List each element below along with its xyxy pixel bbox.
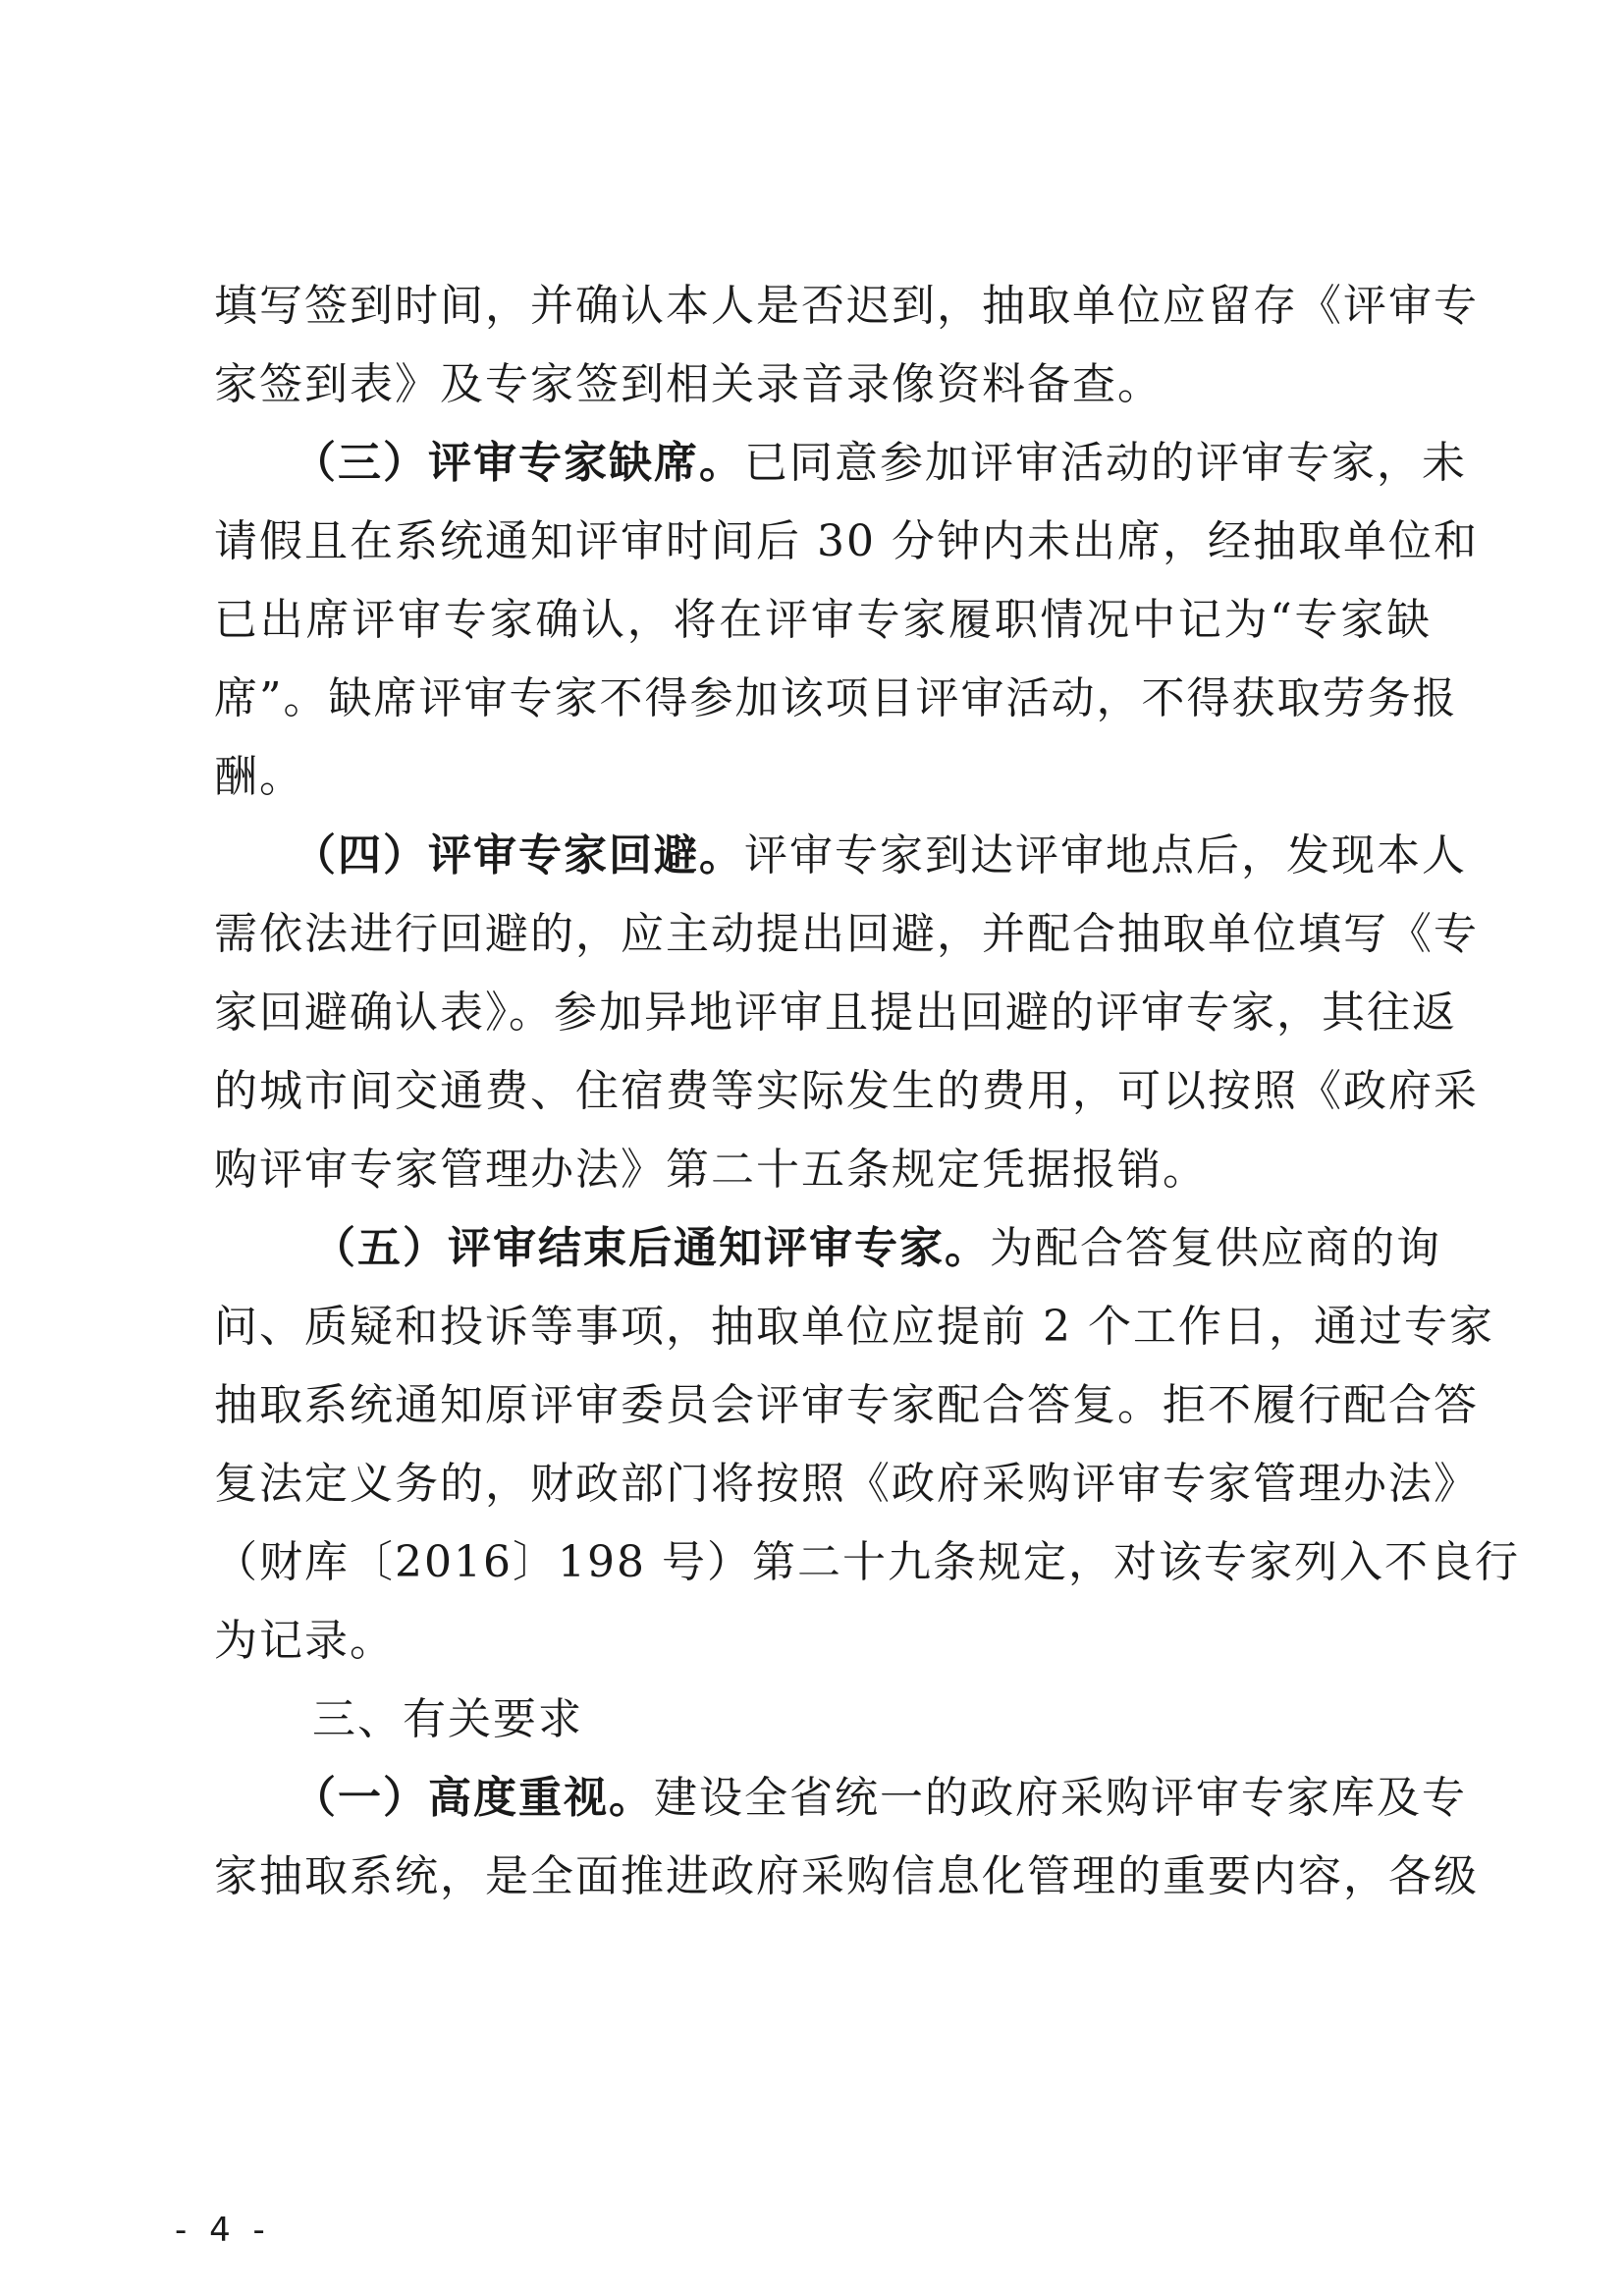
paragraph-five-first-line: [214, 1209, 1441, 1288]
paragraph-one-first-line: [214, 1759, 1467, 1838]
text-line: 抽取系统通知原评审委员会评审专家配合答复。拒不履行配合答: [214, 1380, 1479, 1430]
page-number: - 4 -: [175, 2211, 271, 2250]
text-line: 填写签到时间，并确认本人是否迟到，抽取单位应留存《评审专: [214, 281, 1479, 331]
text-line: 家抽取系统，是全面推进政府采购信息化管理的重要内容，各级: [214, 1851, 1479, 1901]
text-line: 家回避确认表》。参加异地评审且提出回避的评审专家，其往返: [214, 988, 1457, 1038]
text-line: 建设全省统一的政府采购评审专家库及专: [654, 1773, 1467, 1823]
paragraph-three-first-line: [214, 424, 1467, 503]
text-line: 问、质疑和投诉等事项，抽取单位应提前 2 个工作日，通过专家: [214, 1302, 1494, 1352]
text-line: 需依法进行回避的，应主动提出回避，并配合抽取单位填写《专: [214, 909, 1479, 959]
heading-high-attention: （一）高度重视。: [293, 1773, 654, 1823]
section-title-text: 三、有关要求: [312, 1694, 583, 1744]
heading-absent-experts: （三）评审专家缺席。: [293, 438, 744, 488]
heading-notify-after-review: （五）评审结束后通知评审专家。: [312, 1223, 990, 1273]
text-line: 请假且在系统通知评审时间后 30 分钟内未出席，经抽取单位和: [214, 516, 1479, 566]
text-line: 为配合答复供应商的询: [990, 1223, 1441, 1273]
text-line: 已同意参加评审活动的评审专家，未: [744, 438, 1467, 488]
text-line: 已出席评审专家确认，将在评审专家履职情况中记为“专家缺: [214, 595, 1432, 645]
paragraph-four-first-line: [214, 817, 1467, 895]
text-line: 酬。: [214, 752, 304, 802]
text-line: 为记录。: [214, 1616, 395, 1666]
text-line: 的城市间交通费、住宿费等实际发生的费用，可以按照《政府采: [214, 1066, 1479, 1116]
text-line: 席”。缺席评审专家不得参加该项目评审活动，不得获取劳务报: [214, 673, 1458, 723]
heading-expert-recusal: （四）评审专家回避。: [293, 830, 744, 881]
text-line: 复法定义务的，财政部门将按照《政府采购评审专家管理办法》: [214, 1459, 1479, 1509]
text-line: 家签到表》及专家签到相关录音录像资料备查。: [214, 359, 1163, 409]
text-line: 购评审专家管理办法》第二十五条规定凭据报销。: [214, 1145, 1208, 1195]
section-title-requirements: [214, 1681, 1432, 1759]
text-line: （财库〔2016〕198 号）第二十九条规定，对该专家列入不良行: [214, 1537, 1520, 1587]
text-line: 评审专家到达评审地点后，发现本人: [744, 830, 1467, 881]
